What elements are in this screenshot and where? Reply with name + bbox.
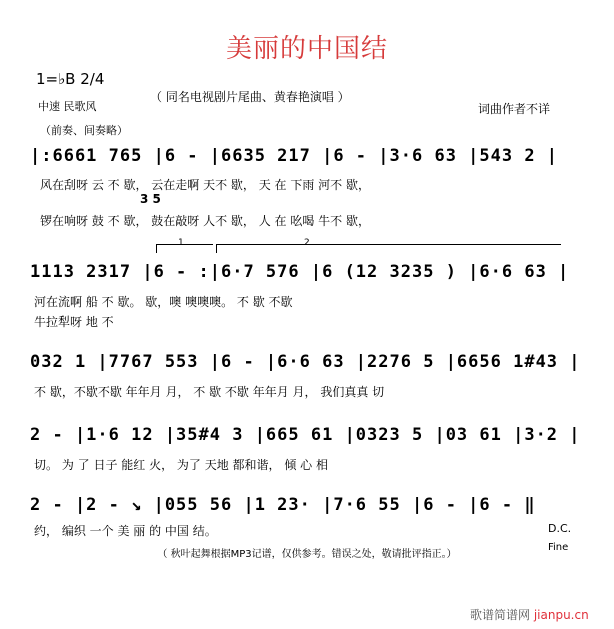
authors-credit: 词曲作者不详 [478,102,551,116]
notation-row-3: 032 1 |7767 553 |6 - |6·6 63 |2276 5 |6656 1#43 | [30,352,581,372]
tempo-style: 中速 民歌风 [38,100,97,113]
notation-row-2: 1113 2317 |6 - :|6·7 576 |6 (12 3235 ) |6·6 63 | [30,262,570,282]
song-subtitle: （ 同名电视剧片尾曲、黄春艳演唱 ） [150,90,350,104]
volta-second-label: 2 [304,238,310,248]
lyrics-row-1-verse-2: 锣在响呀 鼓 不 歇， 鼓在敲呀 人不 歇， 人 在 吆喝 牛不 歇， [40,214,370,228]
lyrics-row-4: 切。 为 了 日子 能红 火， 为了 天地 都和谐， 倾 心 相 [34,458,328,472]
song-title: 美丽的中国结 [225,34,388,64]
lyrics-row-1-verse-1: 风在刮呀 云 不 歇， 云在走啊 天不 歇， 天 在 下雨 河不 歇， [40,178,370,192]
prelude-note: （前奏、间奏略） [40,124,128,137]
notation-row-5: 2 - |2 - ↘ |055 56 |1 23· |7·6 55 |6 - |6 - ‖ [30,495,536,515]
volta-first-ending [156,244,213,253]
lyrics-row-2-verse-2: 牛拉犁呀 地 不 [34,315,114,329]
lyrics-row-2-verse-1: 河在流啊 船 不 歇。 歇，噢 噢噢噢。 不 歇 不歇 [34,295,293,309]
watermark [470,606,589,623]
key-signature: 1=♭B 2/4 [36,70,105,88]
lyrics-row-3: 不 歇，不歇不歇 年年月 月， 不 歇 不歇 年年月 月， 我们真真 切 [34,385,385,399]
fine-marking: Fine [548,542,569,553]
lyrics-row-5: 约， 编织 一个 美 丽 的 中国 结。 [34,524,217,538]
harmony-notes: 3 5 [140,192,161,206]
volta-second-ending [216,244,561,253]
watermark-text: 歌谱简谱网 [470,608,534,622]
dc-marking: D.C. [548,522,572,535]
transcription-note: （ 秋叶起舞根据MP3记谱，仅供参考。错误之处，敬请批评指正。） [157,549,457,560]
volta-first-label: 1 [178,238,184,248]
notation-row-4: 2 - |1·6 12 |35#4 3 |665 61 |0323 5 |03 61 |3·2 | [30,425,581,445]
watermark-brand: jianpu.cn [533,608,589,622]
notation-row-1: |:6661 765 |6 - |6635 217 |6 - |3·6 63 |543 2 | [30,146,559,166]
